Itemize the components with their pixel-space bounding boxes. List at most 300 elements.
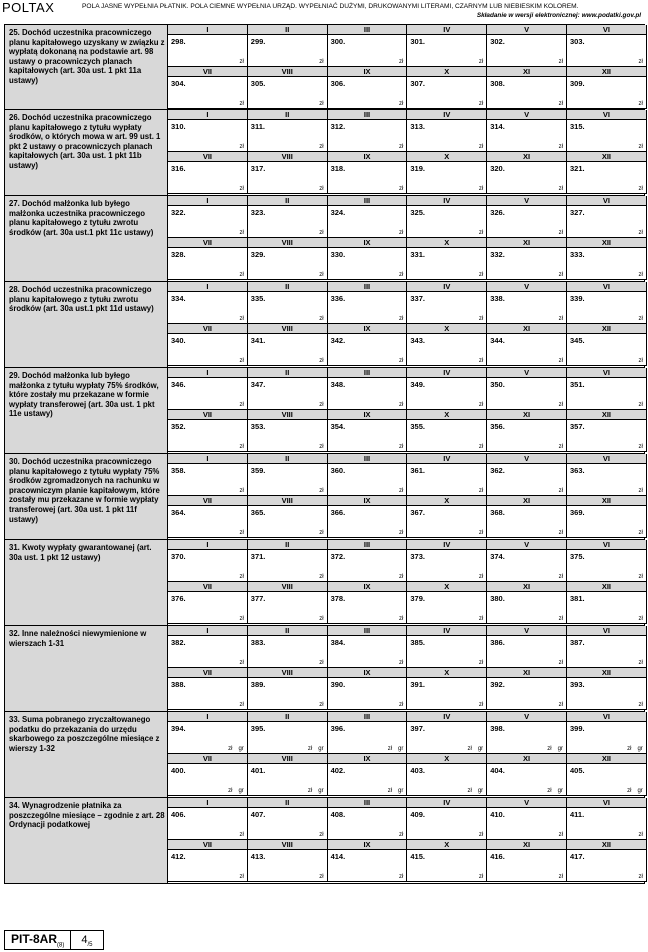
amount-input[interactable]	[182, 88, 232, 97]
amount-field[interactable]	[567, 162, 647, 194]
amount-field[interactable]	[168, 764, 248, 796]
unit-zl: zł	[239, 832, 244, 838]
amount-input[interactable]	[262, 647, 312, 656]
amount-field[interactable]	[567, 636, 647, 668]
amount-field[interactable]	[407, 334, 487, 366]
amount-field[interactable]	[567, 506, 647, 538]
amount-input[interactable]	[581, 389, 631, 398]
amount-input[interactable]	[421, 88, 471, 97]
amount-input[interactable]	[182, 131, 232, 140]
amount-input[interactable]	[501, 475, 551, 484]
amount-input[interactable]	[581, 861, 631, 870]
amount-field[interactable]	[248, 678, 328, 710]
month-header: X	[407, 840, 487, 850]
amount-field[interactable]	[567, 378, 647, 410]
amount-input[interactable]	[421, 217, 471, 226]
amount-input[interactable]	[421, 173, 471, 182]
amount-field[interactable]	[487, 850, 567, 882]
amount-field[interactable]	[168, 248, 248, 280]
amount-input[interactable]	[581, 431, 631, 440]
amount-field[interactable]	[487, 334, 567, 366]
amount-field[interactable]	[328, 722, 408, 754]
amount-input[interactable]	[581, 303, 631, 312]
amount-field[interactable]	[567, 464, 647, 496]
month-header: VII	[168, 152, 248, 162]
amount-field[interactable]	[168, 592, 248, 624]
amount-input[interactable]	[501, 131, 551, 140]
amount-field[interactable]	[248, 378, 328, 410]
amount-field[interactable]	[487, 506, 567, 538]
amount-field[interactable]	[248, 35, 328, 67]
amount-input[interactable]	[501, 88, 551, 97]
amount-input[interactable]	[421, 689, 471, 698]
unit-zl: zł	[558, 101, 563, 107]
amount-field[interactable]	[168, 206, 248, 238]
amount-field[interactable]	[248, 420, 328, 452]
amount-input[interactable]	[182, 689, 232, 698]
amount-field[interactable]	[328, 550, 408, 582]
unit-zl: zł	[558, 616, 563, 622]
amount-input[interactable]	[581, 217, 631, 226]
amount-input[interactable]	[342, 345, 392, 354]
amount-field[interactable]	[487, 120, 567, 152]
amount-input[interactable]	[262, 46, 312, 55]
amount-input[interactable]	[501, 345, 551, 354]
field-number: 339.	[570, 294, 585, 303]
unit-zl: zł	[638, 316, 643, 322]
unit-zl: zł	[478, 358, 484, 364]
amount-field[interactable]	[487, 378, 567, 410]
amount-input[interactable]	[262, 259, 312, 268]
amount-input[interactable]	[421, 603, 471, 612]
amount-input[interactable]	[182, 475, 232, 484]
amount-input[interactable]	[182, 389, 232, 398]
amount-input[interactable]	[581, 689, 631, 698]
amount-input[interactable]	[581, 259, 631, 268]
amount-field[interactable]	[407, 678, 487, 710]
amount-field[interactable]	[487, 722, 567, 754]
month-header: II	[248, 25, 328, 35]
amount-field[interactable]	[567, 35, 647, 67]
amount-field[interactable]	[328, 850, 408, 882]
amount-input[interactable]	[182, 345, 232, 354]
amount-input[interactable]	[581, 775, 631, 784]
amount-field[interactable]	[567, 808, 647, 840]
amount-field[interactable]	[487, 206, 567, 238]
amount-field[interactable]	[248, 850, 328, 882]
amount-field[interactable]	[168, 850, 248, 882]
month-header: II	[248, 110, 328, 120]
amount-field[interactable]	[567, 334, 647, 366]
amount-input[interactable]	[421, 259, 471, 268]
amount-field[interactable]	[567, 120, 647, 152]
unit-zl: zł	[239, 616, 244, 622]
unit-zl: zł	[638, 144, 643, 150]
amount-input[interactable]	[421, 775, 471, 784]
amount-field[interactable]	[487, 550, 567, 582]
table-row	[4, 540, 645, 626]
amount-input[interactable]	[501, 861, 551, 870]
currency-units	[228, 746, 244, 752]
amount-field[interactable]	[487, 77, 567, 109]
table-row	[4, 282, 645, 368]
amount-input[interactable]	[581, 173, 631, 182]
amount-input[interactable]	[501, 259, 551, 268]
amount-field[interactable]	[168, 292, 248, 324]
amount-field[interactable]	[407, 808, 487, 840]
unit-zl: zł	[478, 186, 484, 192]
amount-input[interactable]	[421, 303, 471, 312]
amount-input[interactable]	[342, 819, 392, 828]
field-number: 417.	[570, 852, 585, 861]
amount-field[interactable]	[328, 636, 408, 668]
unit-zl: zł	[478, 616, 484, 622]
amount-input[interactable]	[581, 131, 631, 140]
amount-field[interactable]	[328, 592, 408, 624]
amount-input[interactable]	[501, 733, 551, 742]
field-number: 415.	[410, 852, 425, 861]
unit-zl: zł	[239, 702, 244, 708]
table-row	[4, 110, 645, 196]
amount-input[interactable]	[262, 173, 312, 182]
unit-zl: zł	[558, 488, 563, 494]
amount-field[interactable]	[328, 678, 408, 710]
amount-field[interactable]	[328, 248, 408, 280]
amount-field[interactable]	[407, 636, 487, 668]
amount-field[interactable]	[567, 592, 647, 624]
amount-input[interactable]	[501, 689, 551, 698]
amount-field[interactable]	[168, 808, 248, 840]
amount-field[interactable]	[248, 722, 328, 754]
amount-input[interactable]	[262, 303, 312, 312]
amount-field[interactable]	[567, 248, 647, 280]
amount-field[interactable]	[487, 464, 567, 496]
amount-input[interactable]	[421, 647, 471, 656]
amount-field[interactable]	[168, 77, 248, 109]
amount-input[interactable]	[421, 431, 471, 440]
amount-field[interactable]	[168, 550, 248, 582]
amount-field[interactable]	[407, 850, 487, 882]
amount-field[interactable]	[248, 334, 328, 366]
amount-input[interactable]	[342, 647, 392, 656]
amount-field[interactable]	[407, 162, 487, 194]
amount-input[interactable]	[182, 259, 232, 268]
unit-zl: zł	[319, 59, 324, 65]
amount-input[interactable]	[342, 88, 392, 97]
amount-field[interactable]	[328, 420, 408, 452]
month-header: IX	[328, 324, 408, 334]
unit-zl: zł	[399, 832, 404, 838]
amount-input[interactable]	[501, 517, 551, 526]
field-number: 414.	[330, 852, 346, 861]
amount-input[interactable]	[501, 389, 551, 398]
amount-input[interactable]	[262, 475, 312, 484]
row-fields	[167, 540, 644, 625]
amount-input[interactable]	[182, 46, 232, 55]
field-number: 329.	[250, 250, 266, 259]
amount-input[interactable]	[182, 861, 232, 870]
field-number: 311.	[250, 122, 265, 131]
amount-field[interactable]	[248, 808, 328, 840]
amount-input[interactable]	[501, 561, 551, 570]
amount-input[interactable]	[262, 861, 312, 870]
unit-zl: zł	[319, 874, 324, 880]
amount-field[interactable]	[407, 506, 487, 538]
amount-input[interactable]	[182, 561, 232, 570]
amount-input[interactable]	[182, 173, 232, 182]
amount-input[interactable]	[501, 431, 551, 440]
field-number: 405.	[570, 766, 585, 775]
amount-input[interactable]	[262, 517, 312, 526]
amount-input[interactable]	[421, 345, 471, 354]
amount-input[interactable]	[342, 46, 392, 55]
amount-input[interactable]	[421, 131, 471, 140]
amount-field[interactable]	[328, 464, 408, 496]
amount-field[interactable]	[407, 378, 487, 410]
amount-field[interactable]	[328, 120, 408, 152]
month-header: VII	[168, 324, 248, 334]
amount-input[interactable]	[581, 517, 631, 526]
amount-field[interactable]	[407, 420, 487, 452]
amount-field[interactable]	[168, 420, 248, 452]
amount-field[interactable]	[407, 550, 487, 582]
month-header: IV	[407, 196, 487, 206]
month-header: V	[487, 454, 567, 464]
amount-field[interactable]	[407, 77, 487, 109]
amount-field[interactable]	[248, 77, 328, 109]
amount-field[interactable]	[567, 722, 647, 754]
amount-field[interactable]	[487, 678, 567, 710]
amount-field[interactable]	[248, 248, 328, 280]
amount-input[interactable]	[342, 173, 392, 182]
amount-field[interactable]	[328, 35, 408, 67]
unit-zl: zł	[399, 272, 404, 278]
amount-field[interactable]	[487, 636, 567, 668]
month-header: I	[168, 626, 248, 636]
amount-input[interactable]	[342, 603, 392, 612]
amount-input[interactable]	[342, 517, 392, 526]
amount-field[interactable]	[407, 206, 487, 238]
amount-field[interactable]	[487, 764, 567, 796]
amount-field[interactable]	[407, 292, 487, 324]
unit-zl: zł	[558, 444, 563, 450]
amount-input[interactable]	[581, 88, 631, 97]
month-header: IV	[407, 798, 487, 808]
amount-input[interactable]	[501, 647, 551, 656]
amount-input[interactable]	[421, 517, 471, 526]
amount-field[interactable]	[168, 120, 248, 152]
amount-field[interactable]	[248, 162, 328, 194]
amount-input[interactable]	[421, 819, 471, 828]
unit-zl: zł	[399, 874, 404, 880]
amount-field[interactable]	[328, 206, 408, 238]
amount-input[interactable]	[182, 517, 232, 526]
amount-input[interactable]	[182, 819, 232, 828]
amount-input[interactable]	[182, 775, 232, 784]
amount-input[interactable]	[342, 389, 392, 398]
amount-field[interactable]	[487, 248, 567, 280]
amount-field[interactable]	[168, 506, 248, 538]
month-header: VIII	[248, 238, 328, 248]
amount-input[interactable]	[262, 561, 312, 570]
amount-field[interactable]	[567, 77, 647, 109]
amount-field[interactable]	[328, 334, 408, 366]
amount-field[interactable]	[328, 506, 408, 538]
amount-input[interactable]	[182, 647, 232, 656]
unit-zl: zł	[319, 444, 324, 450]
amount-field[interactable]	[328, 77, 408, 109]
amount-input[interactable]	[342, 861, 392, 870]
amount-field[interactable]	[567, 850, 647, 882]
amount-field[interactable]	[328, 292, 408, 324]
amount-field[interactable]	[168, 464, 248, 496]
field-number: 395.	[250, 724, 266, 733]
amount-field[interactable]	[248, 764, 328, 796]
amount-field[interactable]	[407, 35, 487, 67]
table-row	[4, 196, 645, 282]
amount-field[interactable]	[407, 722, 487, 754]
unit-zl: zł	[399, 488, 404, 494]
amount-input[interactable]	[342, 431, 392, 440]
amount-input[interactable]	[421, 475, 471, 484]
amount-input[interactable]	[421, 389, 471, 398]
field-number: 402.	[330, 766, 346, 775]
amount-input[interactable]	[262, 819, 312, 828]
amount-input[interactable]	[501, 217, 551, 226]
amount-input[interactable]	[581, 603, 631, 612]
amount-field[interactable]	[168, 378, 248, 410]
amount-field[interactable]	[168, 35, 248, 67]
amount-field[interactable]	[248, 550, 328, 582]
amount-field[interactable]	[487, 162, 567, 194]
amount-input[interactable]	[342, 475, 392, 484]
amount-input[interactable]	[342, 689, 392, 698]
amount-input[interactable]	[581, 345, 631, 354]
amount-field[interactable]	[487, 35, 567, 67]
amount-input[interactable]	[342, 775, 392, 784]
row-fields	[167, 282, 644, 367]
amount-field[interactable]	[407, 764, 487, 796]
amount-field[interactable]	[567, 206, 647, 238]
amount-field[interactable]	[487, 292, 567, 324]
page-number	[71, 931, 102, 949]
amount-input[interactable]	[501, 303, 551, 312]
amount-field[interactable]	[567, 550, 647, 582]
amount-input[interactable]	[262, 131, 312, 140]
amount-field[interactable]	[328, 378, 408, 410]
amount-input[interactable]	[581, 561, 631, 570]
amount-input[interactable]	[182, 303, 232, 312]
unit-zl: zł	[467, 788, 472, 794]
amount-field[interactable]	[567, 764, 647, 796]
amount-input[interactable]	[262, 389, 312, 398]
unit-zl: zł	[558, 574, 563, 580]
unit-zl: zł	[558, 530, 563, 536]
amount-input[interactable]	[262, 689, 312, 698]
amount-input[interactable]	[421, 561, 471, 570]
amount-field[interactable]	[487, 808, 567, 840]
amount-field[interactable]	[567, 678, 647, 710]
amount-field[interactable]	[328, 764, 408, 796]
amount-field[interactable]	[248, 206, 328, 238]
amount-input[interactable]	[262, 733, 312, 742]
amount-field[interactable]	[328, 808, 408, 840]
amount-input[interactable]	[501, 819, 551, 828]
amount-input[interactable]	[262, 603, 312, 612]
amount-input[interactable]	[342, 561, 392, 570]
amount-field[interactable]	[248, 464, 328, 496]
table-row	[4, 626, 645, 712]
amount-input[interactable]	[182, 217, 232, 226]
amount-input[interactable]	[182, 603, 232, 612]
amount-input[interactable]	[262, 88, 312, 97]
amount-field[interactable]	[248, 592, 328, 624]
amount-field[interactable]	[248, 636, 328, 668]
amount-input[interactable]	[581, 46, 631, 55]
amount-input[interactable]	[262, 431, 312, 440]
field-number: 371.	[250, 552, 266, 561]
amount-input[interactable]	[262, 345, 312, 354]
amount-input[interactable]	[342, 259, 392, 268]
month-header: III	[328, 25, 408, 35]
amount-input[interactable]	[581, 647, 631, 656]
amount-input[interactable]	[342, 217, 392, 226]
amount-field[interactable]	[487, 420, 567, 452]
amount-field[interactable]	[248, 506, 328, 538]
unit-zl: zł	[319, 616, 324, 622]
amount-field[interactable]	[407, 120, 487, 152]
field-number: 309.	[570, 79, 585, 88]
amount-field[interactable]	[407, 464, 487, 496]
amount-input[interactable]	[581, 819, 631, 828]
amount-field[interactable]	[487, 592, 567, 624]
amount-input[interactable]	[501, 775, 551, 784]
amount-input[interactable]	[342, 131, 392, 140]
amount-input[interactable]	[262, 217, 312, 226]
amount-input[interactable]	[501, 173, 551, 182]
amount-field[interactable]	[407, 248, 487, 280]
amount-input[interactable]	[421, 861, 471, 870]
amount-input[interactable]	[421, 733, 471, 742]
amount-field[interactable]	[567, 292, 647, 324]
unit-zl: zł	[638, 402, 643, 408]
row-fields	[167, 454, 644, 539]
amount-field[interactable]	[168, 334, 248, 366]
amount-field[interactable]	[168, 162, 248, 194]
amount-input[interactable]	[262, 775, 312, 784]
amount-field[interactable]	[248, 120, 328, 152]
amount-input[interactable]	[182, 733, 232, 742]
amount-input[interactable]	[342, 303, 392, 312]
amount-input[interactable]	[182, 431, 232, 440]
amount-field[interactable]	[248, 292, 328, 324]
amount-field[interactable]	[168, 636, 248, 668]
amount-input[interactable]	[581, 475, 631, 484]
amount-input[interactable]	[581, 733, 631, 742]
currency-units	[308, 746, 324, 752]
amount-field[interactable]	[328, 162, 408, 194]
amount-input[interactable]	[342, 733, 392, 742]
amount-field[interactable]	[567, 420, 647, 452]
month-header: V	[487, 282, 567, 292]
amount-input[interactable]	[421, 46, 471, 55]
amount-field[interactable]	[407, 592, 487, 624]
amount-field[interactable]	[168, 678, 248, 710]
amount-field[interactable]	[168, 722, 248, 754]
amount-input[interactable]	[501, 603, 551, 612]
amount-input[interactable]	[501, 46, 551, 55]
month-header: IV	[407, 626, 487, 636]
